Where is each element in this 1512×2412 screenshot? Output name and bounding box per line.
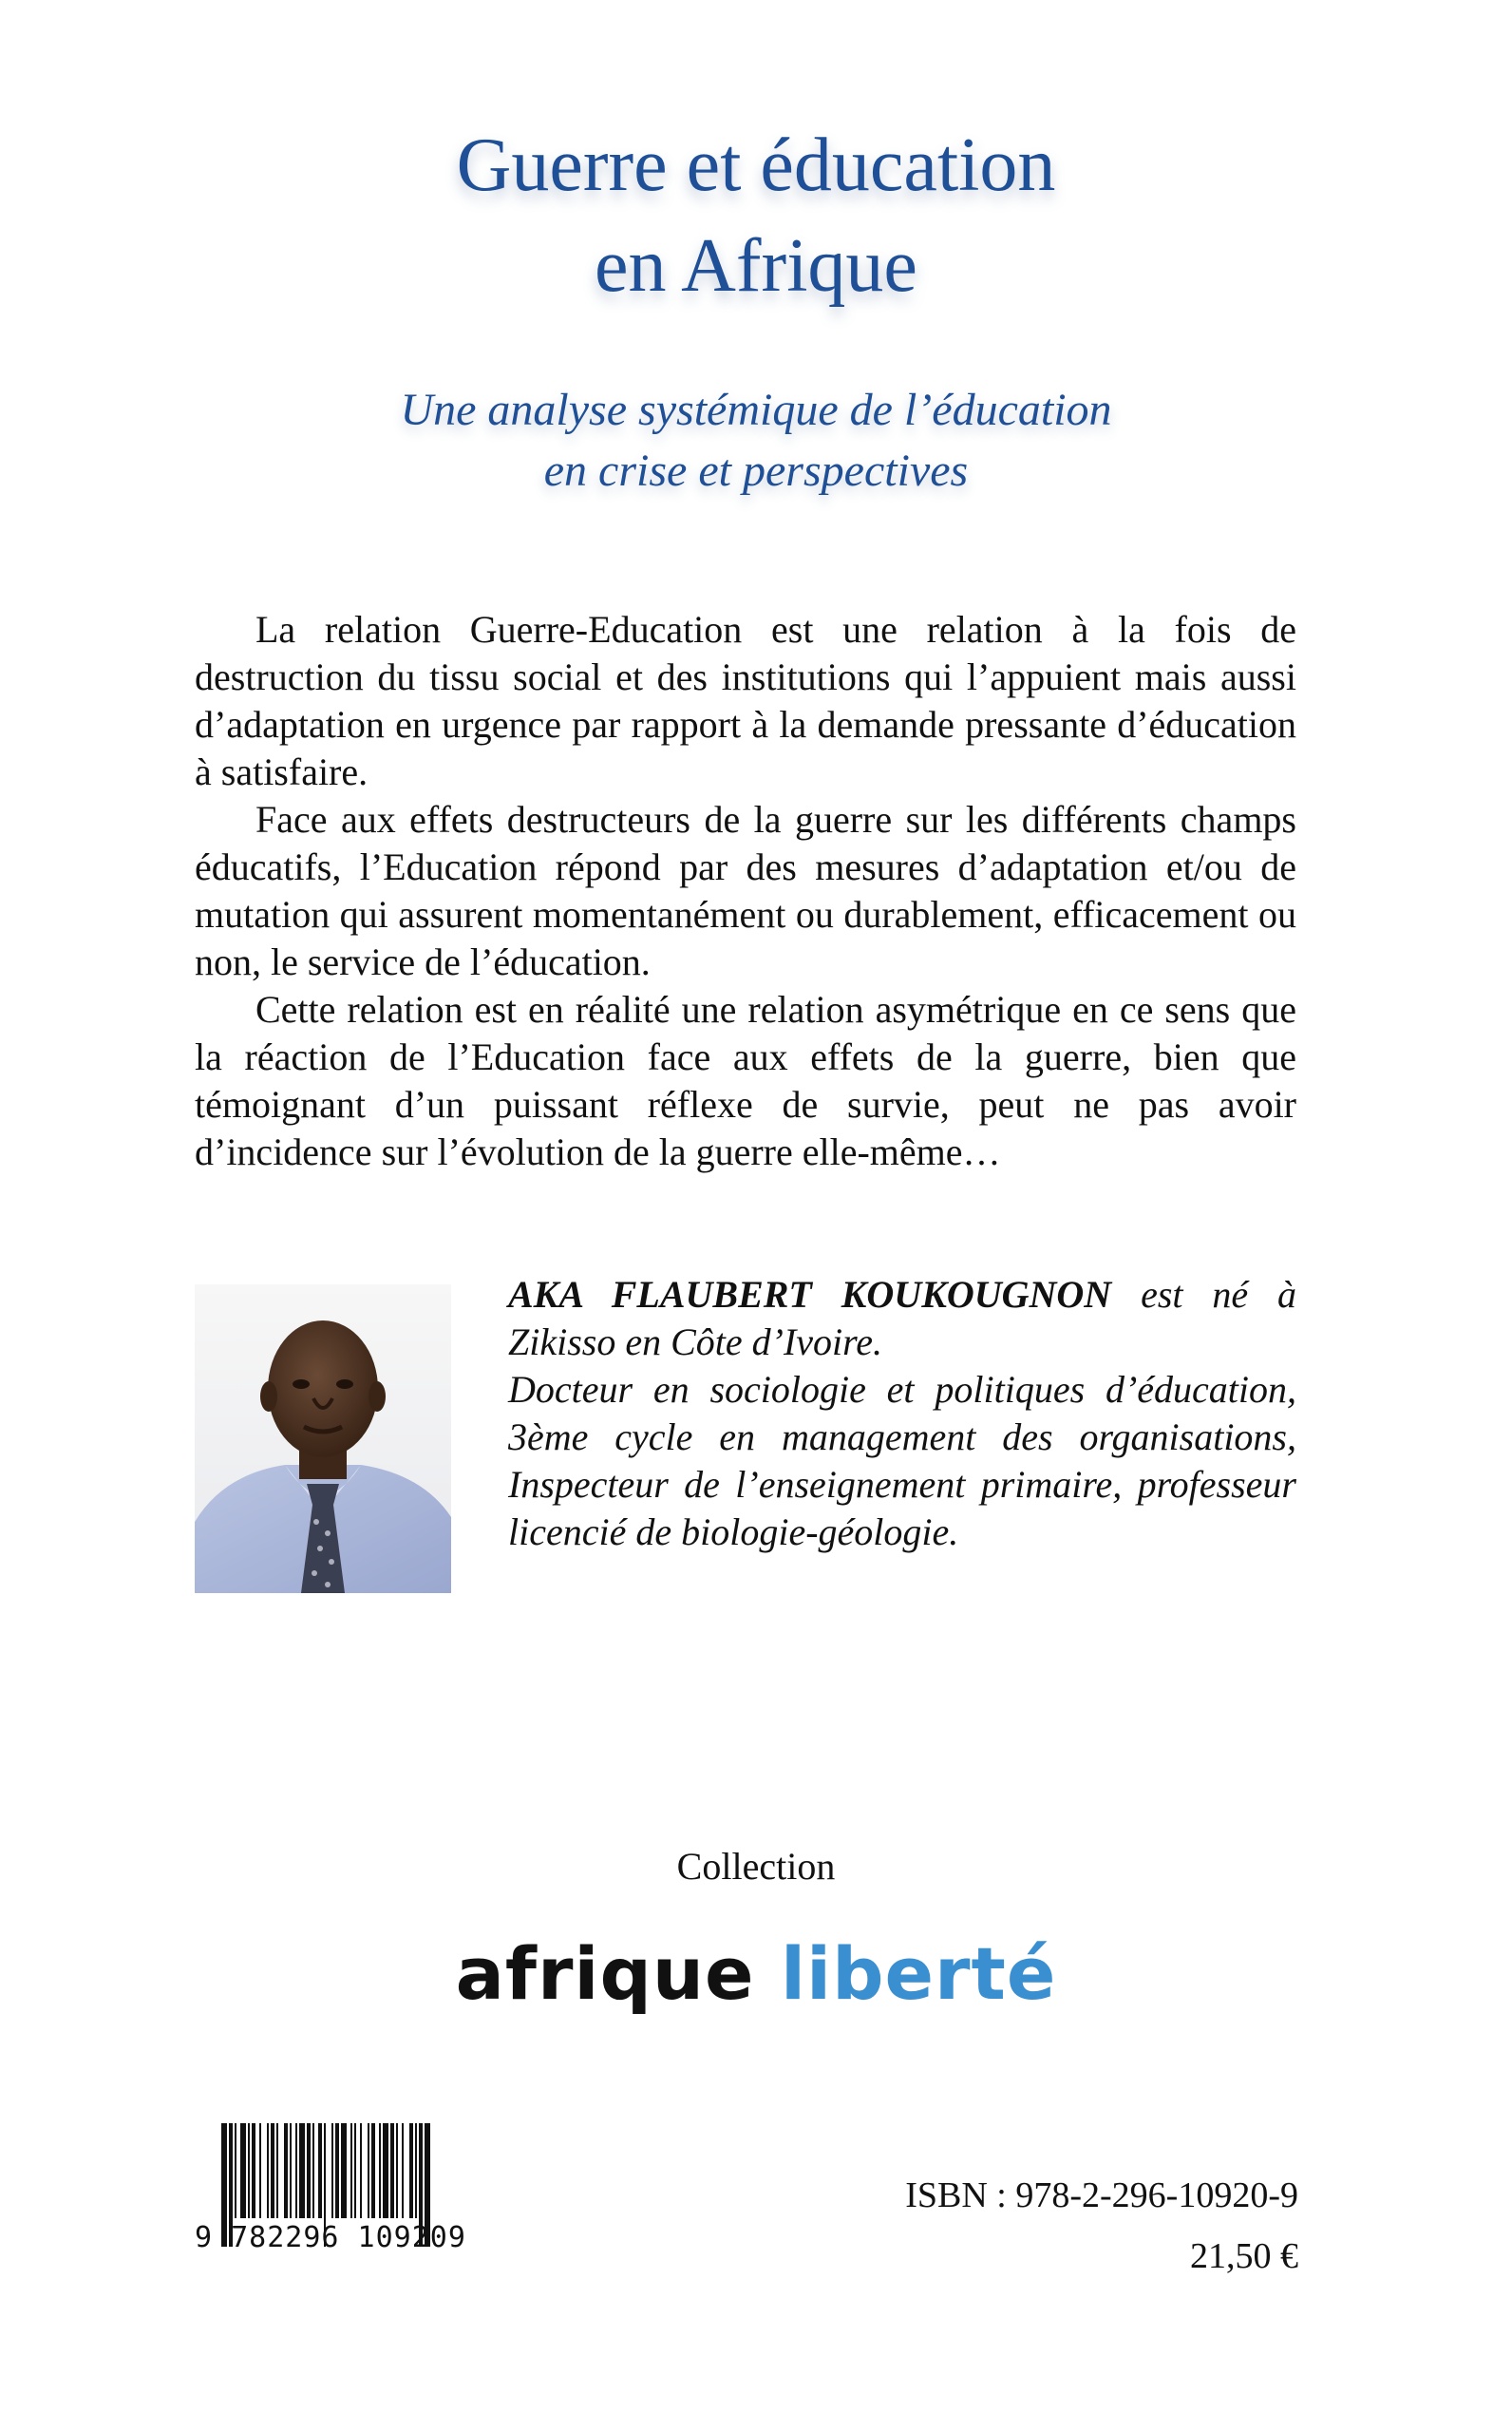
barcode-bar <box>240 2123 246 2218</box>
barcode-bar <box>252 2123 255 2218</box>
barcode-bar <box>331 2123 333 2218</box>
barcode-bar <box>312 2123 314 2218</box>
author-name: AKA FLAUBERT KOUKOUGNON <box>508 1273 1112 1316</box>
book-subtitle-line-1: Une analyse systémique de l’éducation <box>400 385 1112 435</box>
barcode-bar <box>276 2123 278 2218</box>
barcode-bar <box>360 2123 362 2218</box>
barcode-bar <box>271 2123 274 2218</box>
barcode-bar <box>402 2123 404 2218</box>
book-title-line-2: en Afrique <box>595 224 917 308</box>
barcode-bar <box>259 2123 261 2218</box>
book-title-line-1: Guerre et éducation <box>456 123 1056 207</box>
author-photo <box>195 1284 451 1593</box>
barcode-digits: 9 782296 109209 <box>195 2221 466 2254</box>
barcode-bar <box>290 2123 292 2218</box>
collection-logo <box>0 1928 1512 2020</box>
barcode-bar <box>299 2123 305 2218</box>
barcode-bar <box>409 2123 413 2218</box>
summary-paragraph-2: Face aux effets destructeurs de la guerre sur les différents champs éducatifs, l’Education répond par des mesures d’adaptation et/ou de mutation qui assurent momentanément ou durablement, efficacement ou non, le service de l’éducation. <box>195 798 1296 983</box>
collection-logo-word-2: liberté <box>781 1931 1057 2016</box>
barcode-bar <box>235 2123 236 2218</box>
summary-paragraph-1: La relation Guerre-Education est une relation à la fois de destruction du tissu social et des institutions qui l’appuient mais aussi d’adaptation en urgence par rapport à la demande pressante d’éducation à satisfaire. <box>195 608 1296 793</box>
barcode-bar <box>379 2123 381 2218</box>
barcode-bar <box>415 2123 417 2218</box>
barcode-bar <box>368 2123 369 2218</box>
barcode-bar <box>350 2123 352 2218</box>
price: 21,50 € <box>1190 2236 1298 2276</box>
author-credentials: Docteur en sociologie et politiques d’éducation, 3ème cycle en management des organisations, Inspecteur de l’enseignement primaire, professeur licencié de biologie-géologie. <box>508 1368 1296 1553</box>
author-portrait-image <box>195 1284 451 1593</box>
barcode-bar <box>295 2123 297 2218</box>
barcode-bar <box>390 2123 394 2218</box>
barcode-bar <box>371 2123 375 2218</box>
barcode-bar <box>341 2123 347 2218</box>
barcode-bar <box>318 2123 322 2218</box>
isbn-number: ISBN : 978-2-296-10920-9 <box>905 2175 1298 2215</box>
barcode-bar <box>354 2123 356 2218</box>
barcode-bar <box>284 2123 288 2218</box>
barcode-bar <box>267 2123 269 2218</box>
collection-label: Collection <box>676 1845 836 1888</box>
barcode-bar <box>307 2123 311 2218</box>
barcode-bar <box>335 2123 339 2218</box>
barcode-bar <box>383 2123 388 2218</box>
barcode-bar <box>248 2123 250 2218</box>
author-intro <box>508 1271 1296 1366</box>
collection-logo-word-1: afrique <box>455 1931 755 2016</box>
author-bio <box>508 1271 1296 1556</box>
barcode-bar <box>396 2123 398 2218</box>
author-birth: est né à Zikisso en Côte d’Ivoire. <box>508 1273 1296 1363</box>
summary-paragraph-3: Cette relation est en réalité une relation asymétrique en ce sens que la réaction de l’Education face aux effets de la guerre, bien que témoignant d’un puissant réflexe de survie, peut ne pas avoir d’incidence sur l’évolution de la guerre elle-même… <box>195 988 1296 1173</box>
book-subtitle-line-2: en crise et perspectives <box>543 446 969 496</box>
summary-text <box>195 606 1296 1176</box>
